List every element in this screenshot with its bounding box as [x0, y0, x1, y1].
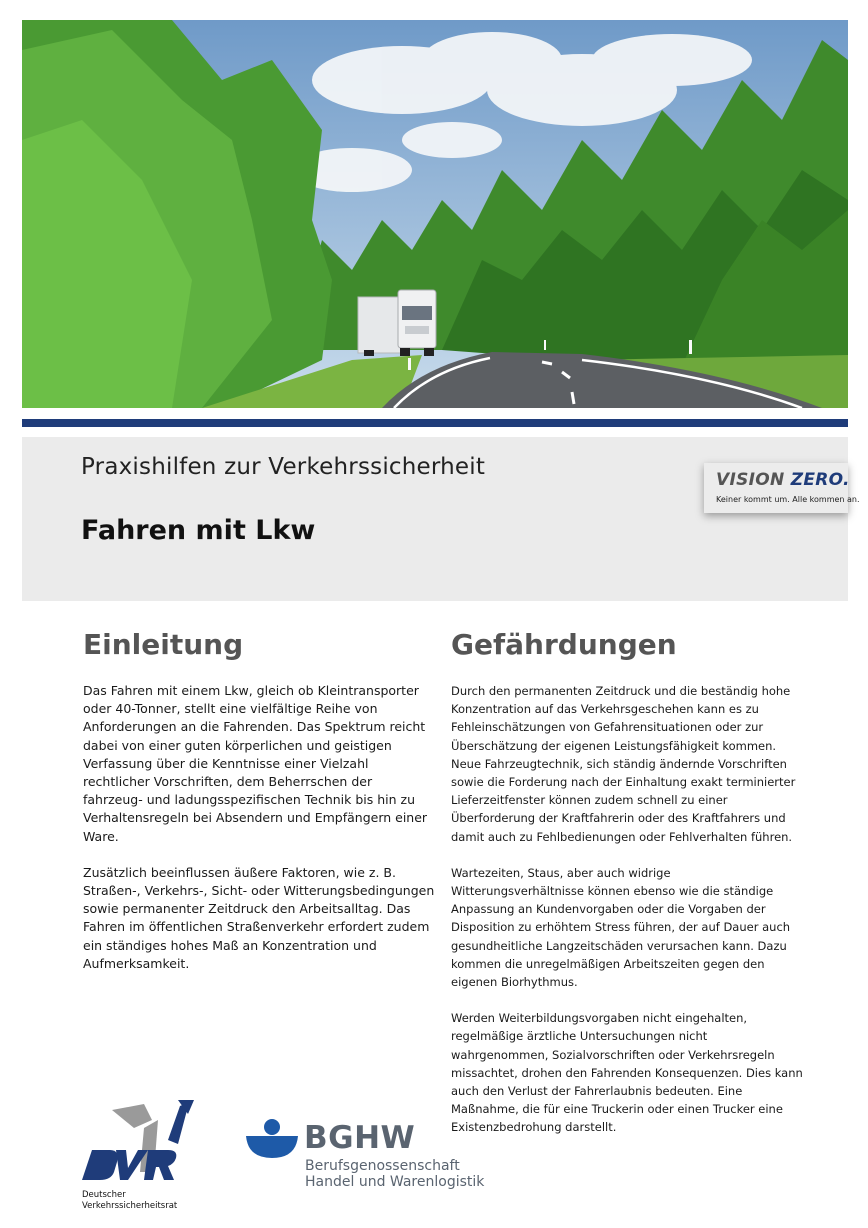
forest-road-truck-illustration — [22, 20, 848, 408]
series-title: Praxishilfen zur Verkehrssicherheit — [81, 454, 486, 480]
vision-zero-logo — [716, 470, 850, 490]
title-panel — [22, 437, 860, 601]
dvr-emblem-icon — [82, 1100, 202, 1190]
section-heading-gefaehrdungen: Gefährdungen — [451, 628, 677, 661]
einleitung-paragraph-1: Das Fahren mit einem Lkw, gleich ob Kleintransporter oder 40-Tonner, stellt eine vielfältige Reihe von Anforderungen an die Fahrenden. Das Spektrum reicht dabei von einer guten körperlichen und geistigen Verfassung über die Kenntnisse einer Vielzahl rechtlicher Vorschriften, dem Beherrschen der fahrzeug- und ladungsspezifischen Technik bis hin zu Verhaltensregeln bei Absendern und Empfängern einer Ware. — [83, 683, 428, 844]
section-einleitung — [83, 624, 435, 991]
section-gefaehrdungen — [451, 624, 803, 1155]
dvr-caption-line-1: Deutscher — [82, 1190, 126, 1200]
dvr-caption-line-2: Verkehrssicherheitsrat — [82, 1201, 178, 1211]
einleitung-paragraph-2: Zusätzlich beeinflussen äußere Faktoren, wie z. B. Straßen-, Verkehrs-, Sicht- oder Witterungsbedingungen sowie permanenter Zeitdruck den Arbeitsalltag. Das Fahren im öffentlichen Straßenverkehr erfordert zudem ein ständiges hohes Maß an Konzentration und Aufmerksamkeit. — [83, 864, 435, 971]
bghw-logo — [244, 1116, 494, 1196]
truck-icon — [358, 290, 436, 356]
dvr-caption — [82, 1190, 177, 1212]
vision-zero-badge — [704, 463, 860, 513]
bghw-subtitle-line-2: Handel und Warenlogistik — [305, 1174, 485, 1190]
vision-zero-mark-part1: VISION — [716, 470, 785, 490]
gefaehrdungen-paragraph-3: Werden Weiterbildungsvorgaben nicht eingehalten, regelmäßige ärztliche Untersuchungen nicht wahrgenommen, Sozialvorschriften oder Verkehrsregeln missachtet, drohen den Fahrenden Konsequenzen. Dies kann auch den Verlust der Fahrerlaubnis bedeuten. Eine Maßnahme, die für eine Truckerin oder einen Trucker eine Existenzbedrohung darstellt. — [451, 1011, 803, 1135]
dvr-logo — [82, 1100, 202, 1212]
vision-zero-slogan: Keiner kommt um. Alle kommen an. — [716, 495, 860, 504]
section-heading-einleitung: Einleitung — [83, 628, 244, 661]
page-title: Fahren mit Lkw — [81, 515, 316, 546]
bghw-emblem-icon — [244, 1118, 300, 1162]
bghw-name: BGHW — [304, 1120, 416, 1156]
accent-rule — [22, 419, 848, 427]
bghw-subtitle-line-1: Berufsgenossenschaft — [305, 1158, 460, 1174]
hero-photo — [22, 20, 848, 408]
bghw-subtitle — [305, 1158, 484, 1190]
vision-zero-mark-part2: ZERO. — [790, 470, 850, 490]
gefaehrdungen-paragraph-1: Durch den permanenten Zeitdruck und die beständig hohe Konzentration auf das Verkehrsgeschehen kann es zu Fehleinschätzungen von Gefahrensituationen oder zur Überschätzung der eigenen Leistungsfähigkeit kommen. Neue Fahrzeugtechnik, sich ständig ändernde Vorschriften sowie die Forderung nach der Einhaltung exakt terminierter Lieferzeitfenster können zudem schnell zu einer Überforderung der Kraftfahrerin oder des Kraftfahrers und damit auch zu Fehlbedienungen oder Fehlverhalten führen. — [451, 684, 796, 844]
gefaehrdungen-paragraph-2: Wartezeiten, Staus, aber auch widrige Witterungsverhältnisse können ebenso wie die ständige Anpassung an Kundenvorgaben oder die Vorgaben der Disposition zu erhöhtem Stress führen, der auf Dauer auch gesundheitliche Langzeitschäden verursachen kann. Dazu kommen die unregelmäßigen Arbeitszeiten gegen den eigenen Biorhythmus. — [451, 865, 791, 990]
